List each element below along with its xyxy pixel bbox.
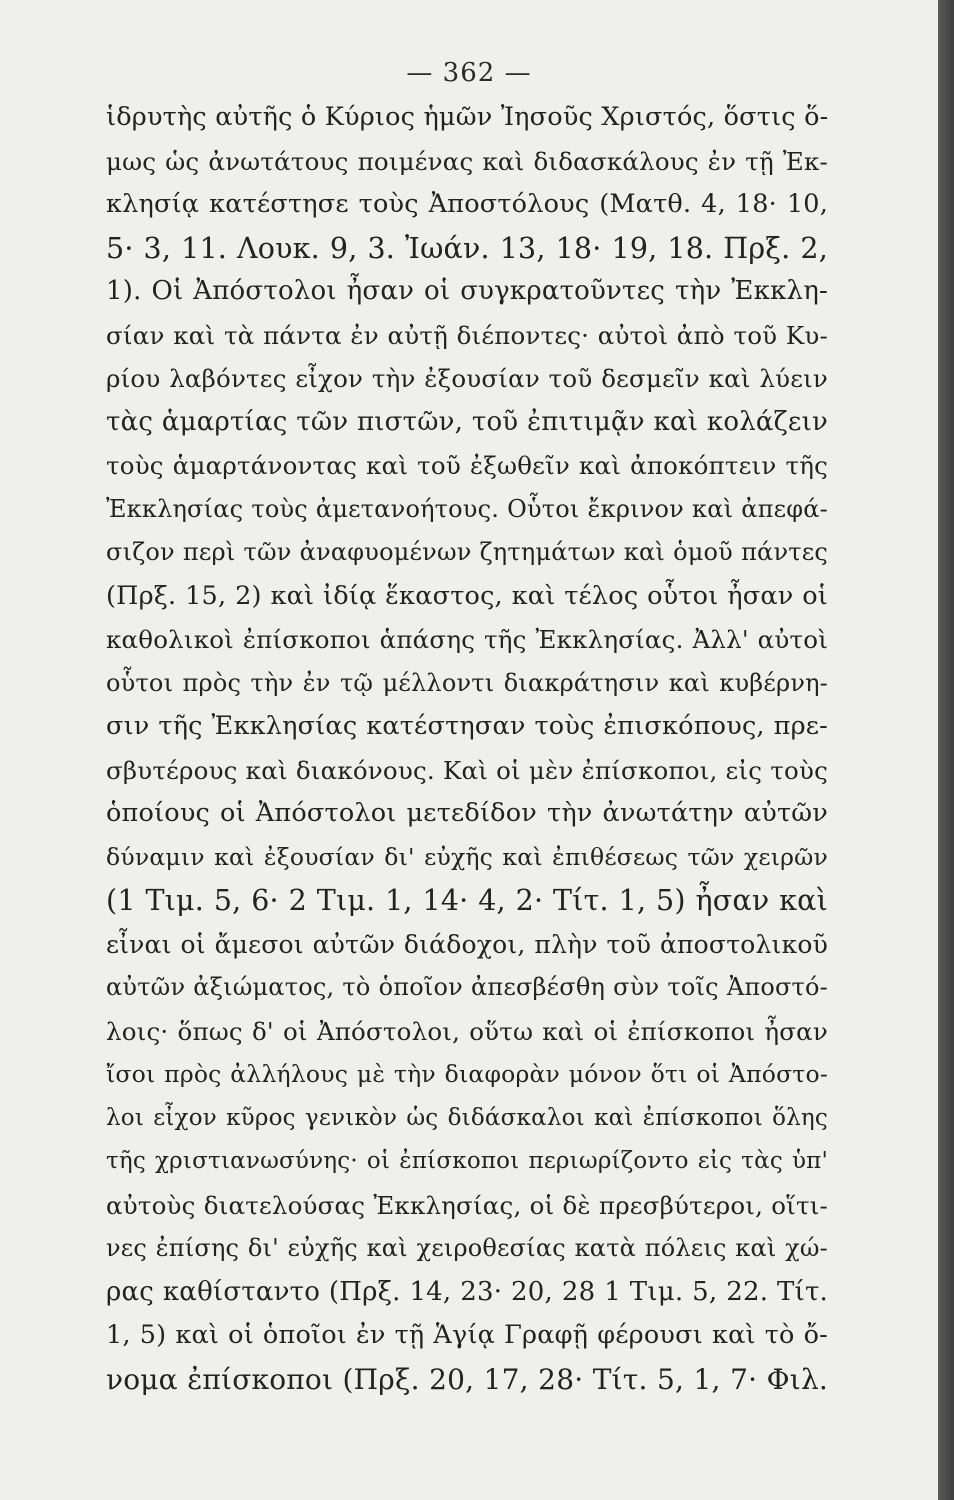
text-line: σίαν καὶ τὰ πάντα ἐν αὐτῇ διέποντες· αὐτοὶ ἀπὸ τοῦ Κυ- — [106, 320, 828, 350]
text-line: λοι εἶχον κῦρος γενικὸν ὡς διδάσκαλοι καὶ ἐπίσκοποι ὅλης — [106, 1104, 828, 1131]
text-line: λοις· ὅπως δ' οἱ Ἀπόστολοι, οὕτω καὶ οἱ ἐπίσκοποι ἦσαν — [106, 1016, 828, 1046]
text-line: σιν τῆς Ἐκκλησίας κατέστησαν τοὺς ἐπισκόπους, πρε- — [106, 711, 828, 741]
text-line: ἱδρυτὴς αὐτῆς ὁ Κύριος ἡμῶν Ἰησοῦς Χριστός, ὅστις ὅ- — [106, 102, 829, 132]
text-line: κλησίᾳ κατέστησε τοὺς Ἀποστόλους (Ματθ. 4, 18· 10, — [106, 189, 828, 219]
text-line: Ἐκκλησίας τοὺς ἀμετανοήτους. Οὗτοι ἔκρινον καὶ ἀπεφά- — [106, 494, 828, 523]
text-line: (Πρξ. 15, 2) καὶ ἰδίᾳ ἕκαστος, καὶ τέλος οὗτοι ἦσαν οἱ — [106, 580, 828, 611]
text-line: ρίου λαβόντες εἶχον τὴν ἐξουσίαν τοῦ δεσμεῖν καὶ λύειν — [106, 364, 828, 393]
text-line: 1). Οἱ Ἀπόστολοι ἦσαν οἱ συγκρατοῦντες τὴν Ἐκκλη- — [106, 276, 828, 306]
text-line: τοὺς ἁμαρτάνοντας καὶ τοῦ ἐξωθεῖν καὶ ἀποκόπτειν τῆς — [106, 451, 828, 480]
text-line: νες ἐπίσης δι' εὐχῆς καὶ χειροθεσίας κατὰ πόλεις καὶ χώ- — [106, 1234, 828, 1262]
text-line: σβυτέρους καὶ διακόνους. Καὶ οἱ μὲν ἐπίσκοποι, εἰς τοὺς — [106, 755, 828, 785]
page-number: — 362 — — [406, 58, 532, 88]
text-line: αὐτῶν ἀξιώματος, τὸ ὁποῖον ἀπεσβέσθη σὺν τοῖς Ἀποστό- — [106, 973, 828, 1001]
text-line: αὐτοὺς διατελούσας Ἐκκλησίας, οἱ δὲ πρεσβύτεροι, οἵτι- — [106, 1190, 828, 1220]
text-line: 5· 3, 11. Λουκ. 9, 3. Ἰωάν. 13, 18· 19, 18. Πρξ. 2, — [106, 231, 828, 265]
text-line: ρας καθίσταντο (Πρξ. 14, 23· 20, 28 1 Τιμ. 5, 22. Τίτ. — [106, 1276, 828, 1307]
text-line: τῆς χριστιανωσύνης· οἱ ἐπίσκοποι περιωρίζοντο εἰς τὰς ὑπ' — [106, 1148, 828, 1174]
text-line: 1, 5) καὶ οἱ ὁποῖοι ἐν τῇ Ἁγίᾳ Γραφῇ φέρουσι καὶ τὸ ὄ- — [106, 1320, 828, 1350]
text-line: εἶναι οἱ ἄμεσοι αὐτῶν διάδοχοι, πλὴν τοῦ ἀποστολικοῦ — [106, 929, 828, 959]
text-line: σιζον περὶ τῶν ἀναφυομένων ζητημάτων καὶ ὁμοῦ πάντες — [106, 538, 828, 566]
text-line: καθολικοὶ ἐπίσκοποι ἁπάσης τῆς Ἐκκλησίας. Ἀλλ' αὐτοὶ — [106, 625, 828, 654]
text-line: ὁποίους οἱ Ἀπόστολοι μετεδίδον τὴν ἀνωτάτην αὐτῶν — [106, 798, 828, 828]
text-line: ἴσοι πρὸς ἀλλήλους μὲ τὴν διαφορὰν μόνον ὅτι οἱ Ἀπόστο- — [106, 1060, 828, 1088]
text-line: νομα ἐπίσκοποι (Πρξ. 20, 17, 28· Τίτ. 5, 1, 7· Φιλ. — [106, 1362, 828, 1396]
text-line: μως ὡς ἀνωτάτους ποιμένας καὶ διδασκάλους ἐν τῇ Ἐκ- — [106, 146, 828, 176]
text-line: δύναμιν καὶ ἐξουσίαν δι' εὐχῆς καὶ ἐπιθέσεως τῶν χειρῶν — [106, 842, 828, 871]
text-line: οὗτοι πρὸς τὴν ἐν τῷ μέλλοντι διακράτησιν καὶ κυβέρνη- — [106, 668, 828, 697]
body-text — [106, 96, 828, 1401]
text-line: τὰς ἁμαρτίας τῶν πιστῶν, τοῦ ἐπιτιμᾷν καὶ κολάζειν — [106, 406, 828, 437]
page-edge-shadow — [938, 0, 954, 1500]
text-line: (1 Τιμ. 5, 6· 2 Τιμ. 1, 14· 4, 2· Τίτ. 1, 5) ἦσαν καὶ — [106, 884, 828, 917]
